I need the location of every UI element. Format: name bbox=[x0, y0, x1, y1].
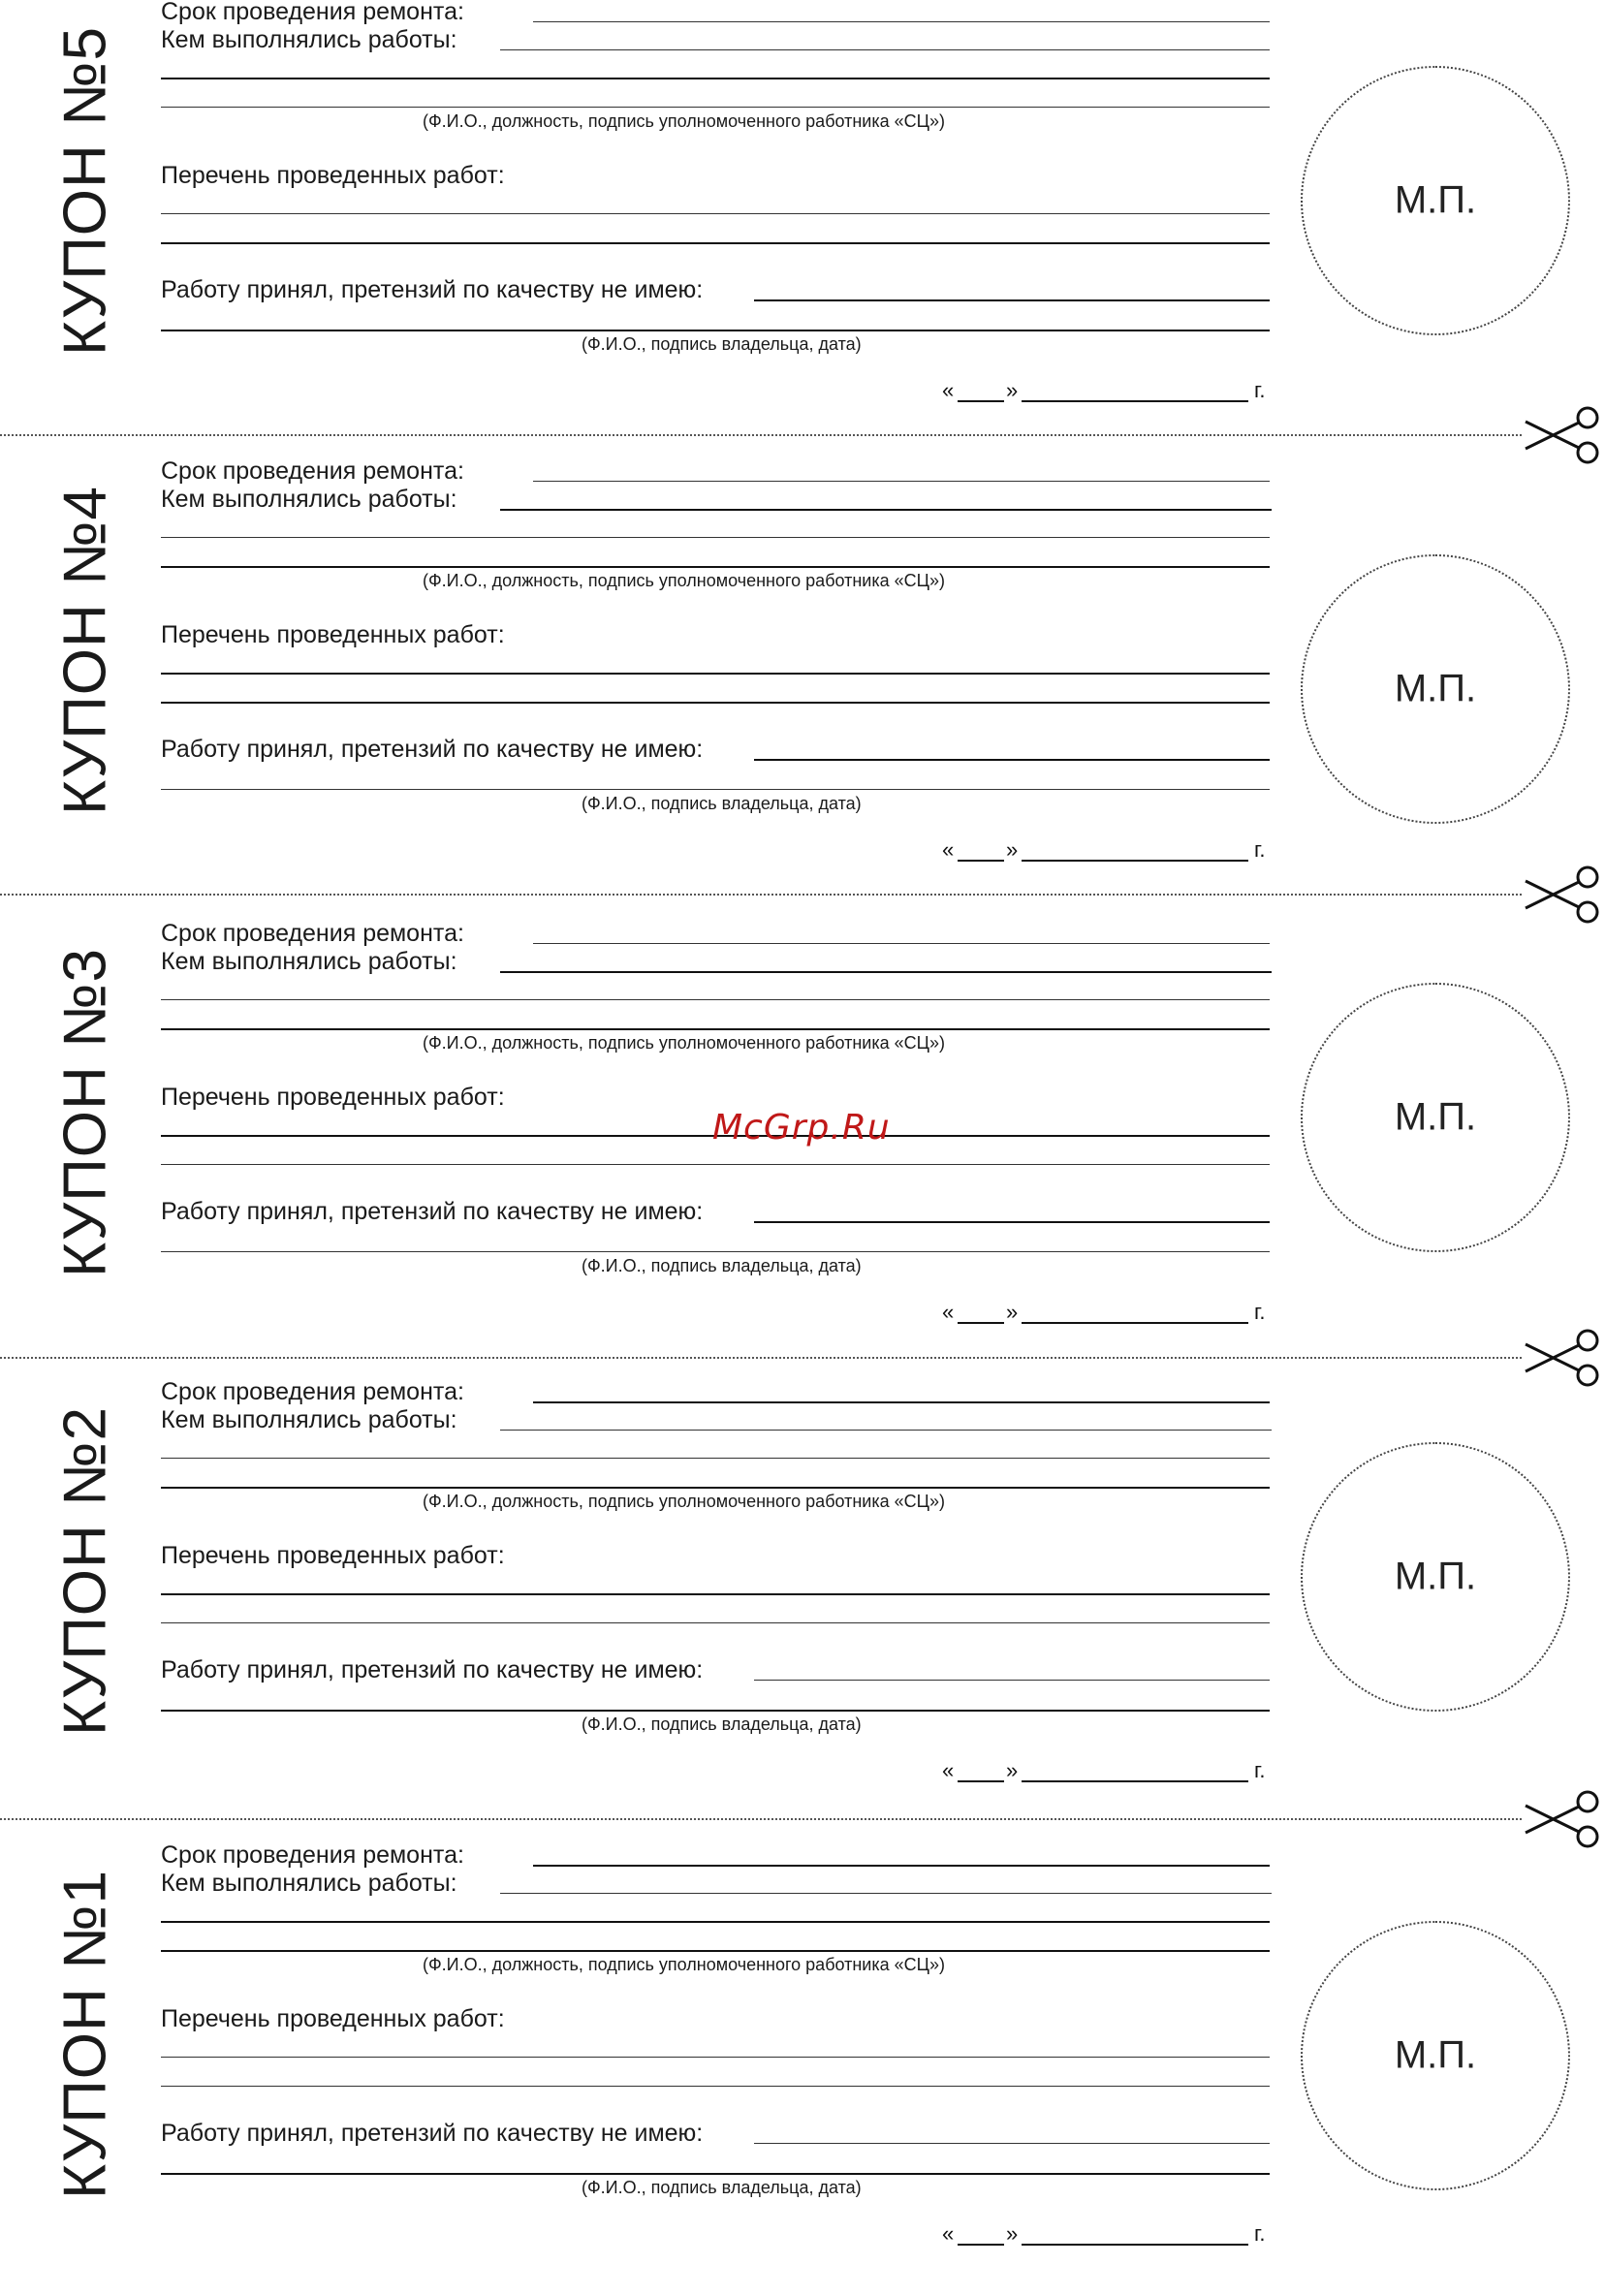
performed-by-label: Кем выполнялись работы: bbox=[161, 26, 457, 53]
repair-period-label: Срок проведения ремонта: bbox=[161, 1378, 464, 1405]
coupon-1 bbox=[0, 1836, 1605, 2296]
worker-caption: (Ф.И.О., должность, подпись уполномоченного работника «СЦ») bbox=[423, 571, 945, 590]
date-row bbox=[940, 1758, 1275, 1787]
coupon-title: КУПОН №4 bbox=[51, 486, 119, 815]
works-list-label: Перечень проведенных работ: bbox=[161, 162, 505, 189]
coupon-title: КУПОН №3 bbox=[51, 948, 119, 1277]
repair-period-field[interactable] bbox=[533, 1865, 1270, 1867]
month-field[interactable] bbox=[1022, 2244, 1248, 2246]
accepted-label: Работу принял, претензий по качеству не имею: bbox=[161, 2120, 704, 2147]
performed-by-line-3[interactable] bbox=[161, 1950, 1270, 1952]
repair-period-field[interactable] bbox=[533, 1401, 1270, 1403]
date-close-quote: » bbox=[1006, 378, 1019, 402]
performed-by-line-2[interactable] bbox=[161, 537, 1270, 538]
owner-caption: (Ф.И.О., подпись владельца, дата) bbox=[582, 334, 862, 354]
date-close-quote: » bbox=[1006, 1758, 1019, 1782]
coupon-4 bbox=[0, 452, 1605, 912]
year-suffix: г. bbox=[1254, 378, 1266, 402]
performed-by-label: Кем выполнялись работы: bbox=[161, 948, 457, 975]
performed-by-field[interactable] bbox=[500, 1430, 1272, 1431]
coupon-title: КУПОН №1 bbox=[51, 1870, 119, 2199]
repair-period-label: Срок проведения ремонта: bbox=[161, 0, 464, 25]
works-list-line-1[interactable] bbox=[161, 1593, 1270, 1595]
works-list-line-1[interactable] bbox=[161, 213, 1270, 214]
day-field[interactable] bbox=[958, 1322, 1004, 1324]
owner-sign-line[interactable] bbox=[161, 2173, 1270, 2175]
works-list-line-2[interactable] bbox=[161, 1622, 1270, 1623]
date-row bbox=[940, 2221, 1275, 2250]
date-open-quote: « bbox=[942, 1758, 955, 1782]
works-list-label: Перечень проведенных работ: bbox=[161, 621, 505, 648]
coupon-5 bbox=[0, 0, 1605, 453]
performed-by-line-3[interactable] bbox=[161, 1028, 1270, 1030]
year-suffix: г. bbox=[1254, 837, 1266, 862]
performed-by-label: Кем выполнялись работы: bbox=[161, 1406, 457, 1433]
cut-line-1 bbox=[0, 434, 1522, 436]
cut-line-3 bbox=[0, 1357, 1522, 1359]
stamp-area bbox=[1301, 1442, 1570, 1712]
accepted-label: Работу принял, претензий по качеству не имею: bbox=[161, 276, 704, 303]
date-close-quote: » bbox=[1006, 1300, 1019, 1324]
performed-by-field[interactable] bbox=[500, 1893, 1272, 1894]
stamp-label: М.П. bbox=[1394, 1555, 1477, 1598]
works-list-label: Перечень проведенных работ: bbox=[161, 1542, 505, 1569]
performed-by-line-3[interactable] bbox=[161, 107, 1270, 108]
repair-period-label: Срок проведения ремонта: bbox=[161, 1841, 464, 1869]
watermark: McGrp.Ru bbox=[712, 1108, 891, 1148]
repair-period-field[interactable] bbox=[533, 481, 1270, 482]
works-list-line-2[interactable] bbox=[161, 2086, 1270, 2087]
worker-caption: (Ф.И.О., должность, подпись уполномоченного работника «СЦ») bbox=[423, 1033, 945, 1053]
year-suffix: г. bbox=[1254, 1300, 1266, 1324]
performed-by-line-2[interactable] bbox=[161, 1458, 1270, 1459]
worker-caption: (Ф.И.О., должность, подпись уполномоченного работника «СЦ») bbox=[423, 1955, 945, 1974]
owner-sign-line[interactable] bbox=[161, 789, 1270, 790]
day-field[interactable] bbox=[958, 400, 1004, 402]
performed-by-field[interactable] bbox=[500, 509, 1272, 511]
stamp-area bbox=[1301, 66, 1570, 335]
month-field[interactable] bbox=[1022, 400, 1248, 402]
stamp-area bbox=[1301, 554, 1570, 824]
date-close-quote: » bbox=[1006, 837, 1019, 862]
coupon-title: КУПОН №5 bbox=[51, 26, 119, 356]
works-list-line-1[interactable] bbox=[161, 2057, 1270, 2058]
year-suffix: г. bbox=[1254, 2221, 1266, 2246]
works-list-label: Перечень проведенных работ: bbox=[161, 2005, 505, 2032]
owner-sign-line[interactable] bbox=[161, 1710, 1270, 1712]
owner-caption: (Ф.И.О., подпись владельца, дата) bbox=[582, 2178, 862, 2197]
works-list-line-2[interactable] bbox=[161, 1164, 1270, 1165]
works-list-line-2[interactable] bbox=[161, 242, 1270, 244]
owner-sign-line[interactable] bbox=[161, 1251, 1270, 1252]
owner-caption: (Ф.И.О., подпись владельца, дата) bbox=[582, 794, 862, 813]
date-row bbox=[940, 378, 1275, 407]
performed-by-field[interactable] bbox=[500, 49, 1270, 50]
stamp-area bbox=[1301, 983, 1570, 1252]
accepted-field[interactable] bbox=[754, 759, 1270, 761]
works-list-label: Перечень проведенных работ: bbox=[161, 1084, 505, 1111]
day-field[interactable] bbox=[958, 2244, 1004, 2246]
performed-by-label: Кем выполнялись работы: bbox=[161, 1870, 457, 1897]
date-row bbox=[940, 837, 1275, 866]
coupon-2 bbox=[0, 1372, 1605, 1833]
day-field[interactable] bbox=[958, 1780, 1004, 1782]
owner-caption: (Ф.И.О., подпись владельца, дата) bbox=[582, 1256, 862, 1275]
repair-period-field[interactable] bbox=[533, 943, 1270, 944]
performed-by-line-2[interactable] bbox=[161, 1921, 1270, 1923]
accepted-label: Работу принял, претензий по качеству не имею: bbox=[161, 1656, 704, 1683]
worker-caption: (Ф.И.О., должность, подпись уполномоченного работника «СЦ») bbox=[423, 111, 945, 131]
performed-by-line-3[interactable] bbox=[161, 566, 1270, 568]
performed-by-line-2[interactable] bbox=[161, 78, 1270, 79]
stamp-label: М.П. bbox=[1394, 667, 1477, 710]
owner-caption: (Ф.И.О., подпись владельца, дата) bbox=[582, 1714, 862, 1734]
performed-by-field[interactable] bbox=[500, 971, 1272, 973]
repair-period-label: Срок проведения ремонта: bbox=[161, 920, 464, 947]
accepted-field[interactable] bbox=[754, 2143, 1270, 2144]
coupon-title: КУПОН №2 bbox=[51, 1406, 119, 1736]
month-field[interactable] bbox=[1022, 1780, 1248, 1782]
worker-caption: (Ф.И.О., должность, подпись уполномоченного работника «СЦ») bbox=[423, 1492, 945, 1511]
stamp-label: М.П. bbox=[1394, 1095, 1477, 1139]
date-open-quote: « bbox=[942, 837, 955, 862]
date-open-quote: « bbox=[942, 1300, 955, 1324]
performed-by-line-3[interactable] bbox=[161, 1487, 1270, 1489]
accepted-label: Работу принял, претензий по качеству не имею: bbox=[161, 1198, 704, 1225]
repair-period-field[interactable] bbox=[533, 21, 1270, 22]
cut-line-2 bbox=[0, 894, 1522, 896]
works-list-line-1[interactable] bbox=[161, 673, 1270, 675]
accepted-field[interactable] bbox=[754, 299, 1270, 301]
date-row bbox=[940, 1300, 1275, 1329]
performed-by-label: Кем выполнялись работы: bbox=[161, 486, 457, 513]
accepted-field[interactable] bbox=[754, 1680, 1270, 1681]
cut-line-4 bbox=[0, 1818, 1522, 1820]
owner-sign-line[interactable] bbox=[161, 330, 1270, 331]
month-field[interactable] bbox=[1022, 1322, 1248, 1324]
year-suffix: г. bbox=[1254, 1758, 1266, 1782]
works-list-line-2[interactable] bbox=[161, 702, 1270, 704]
month-field[interactable] bbox=[1022, 860, 1248, 862]
accepted-field[interactable] bbox=[754, 1221, 1270, 1223]
date-open-quote: « bbox=[942, 378, 955, 402]
stamp-area bbox=[1301, 1921, 1570, 2190]
repair-period-label: Срок проведения ремонта: bbox=[161, 457, 464, 485]
performed-by-line-2[interactable] bbox=[161, 999, 1270, 1000]
accepted-label: Работу принял, претензий по качеству не имею: bbox=[161, 736, 704, 763]
stamp-label: М.П. bbox=[1394, 178, 1477, 222]
date-open-quote: « bbox=[942, 2221, 955, 2246]
day-field[interactable] bbox=[958, 860, 1004, 862]
stamp-label: М.П. bbox=[1394, 2033, 1477, 2077]
date-close-quote: » bbox=[1006, 2221, 1019, 2246]
